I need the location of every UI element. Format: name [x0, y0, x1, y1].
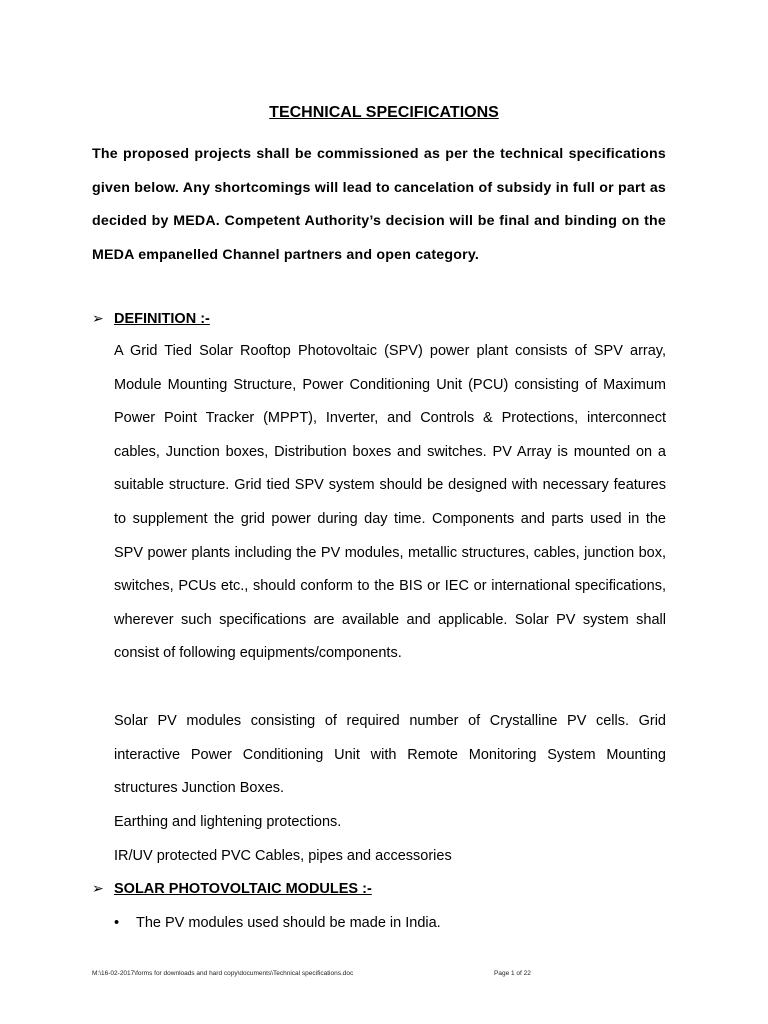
cables-line: IR/UV protected PVC Cables, pipes and accessories — [114, 848, 452, 864]
list-item-text: The PV modules used should be made in India. — [136, 915, 441, 931]
modules-paragraph: Solar PV modules consisting of required number of Crystalline PV cells. Grid interactive Power Conditioning Unit with Remote Monitoring System Mounting structures Junction Boxes. — [114, 713, 666, 797]
arrow-bullet-icon: ➢ — [92, 310, 104, 326]
section-heading-text: DEFINITION :- — [114, 311, 210, 327]
section-heading-solar-pv-modules — [92, 877, 372, 900]
bullet-icon: • — [114, 915, 120, 931]
section-heading-definition — [92, 307, 210, 330]
arrow-bullet-icon: ➢ — [92, 880, 104, 896]
definition-paragraph: A Grid Tied Solar Rooftop Photovoltaic (SPV) power plant consists of SPV array, Module Mounting Structure, Power Conditioning Unit (PCU) consisting of Maximum Power Point Tracker (MPPT), Inverter, and Controls & Protections, interconnect cables, Junction boxes, Distribution boxes and switches. PV Array is mounted on a suitable structure. Grid tied SPV system should be designed with necessary features to supplement the grid power during day time. Components and parts used in the SPV power plants including the PV modules, metallic structures, cables, junction box, switches, PCUs etc., should conform to the BIS or IEC or international specifications, wherever such specifications are available and applicable. Solar PV system shall consist of following equipments/components. — [114, 343, 666, 662]
footer-page-number: Page 1 of 22 — [494, 970, 531, 977]
section-heading-text: SOLAR PHOTOVOLTAIC MODULES :- — [114, 881, 372, 897]
footer-file-path: M:\16-02-2017\forms for downloads and hard copy\documents\Technical specifications.doc — [92, 970, 354, 977]
earthing-line: Earthing and lightening protections. — [114, 814, 342, 830]
list-item — [114, 912, 441, 934]
intro-paragraph: The proposed projects shall be commissioned as per the technical specifications given below. Any shortcomings will lead to cancelation of subsidy in full or part as decided by MEDA. Competent Authority’s decision will be final and binding on the MEDA empanelled Channel partners and open category. — [92, 146, 666, 264]
document-title: TECHNICAL SPECIFICATIONS — [269, 104, 499, 121]
